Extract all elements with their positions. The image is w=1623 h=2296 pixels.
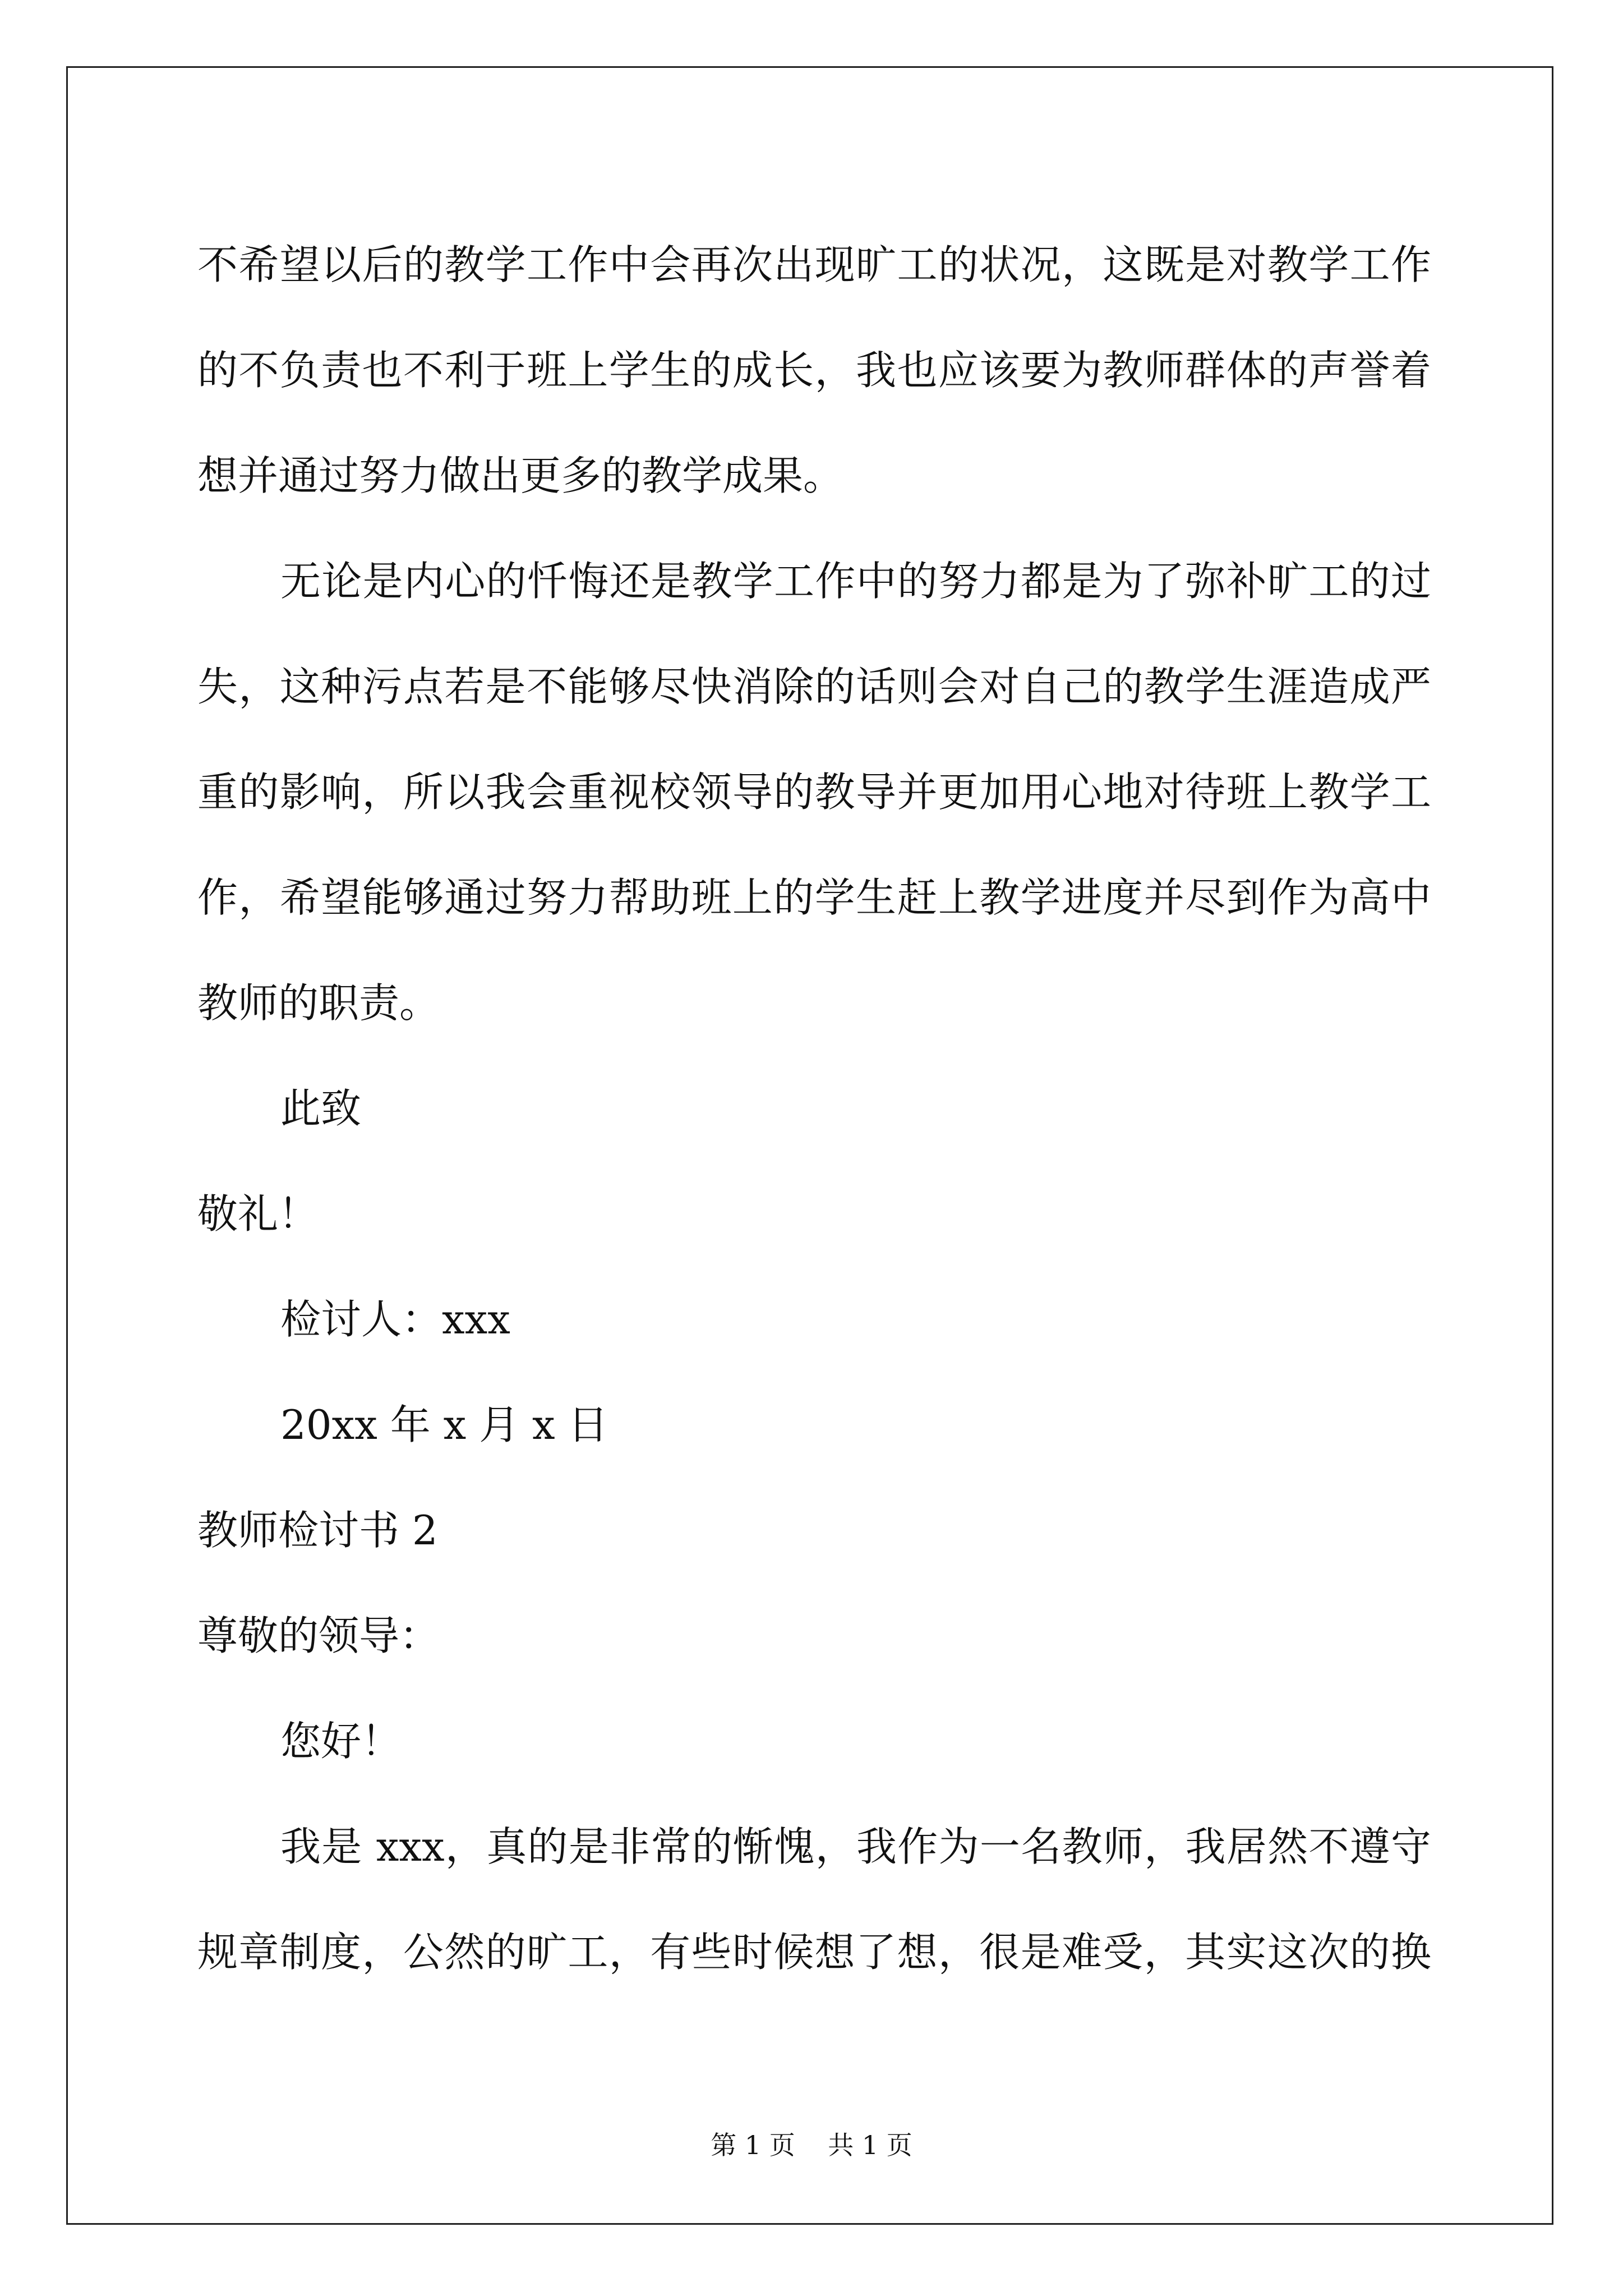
page-number: 第 1 页: [711, 2130, 795, 2160]
paragraph-line: 失，这种污点若是不能够尽快消除的话则会对自己的教学生涯造成严: [197, 663, 1431, 710]
section-title: 教师检讨书 2: [197, 1507, 438, 1554]
greeting: 您好！: [280, 1718, 402, 1765]
paragraph-line: 不希望以后的教学工作中会再次出现旷工的状况，这既是对教学工作: [197, 241, 1431, 288]
date-line: 20xx 年 x 月 x 日: [280, 1401, 608, 1448]
paragraph-line: 作，希望能够通过努力帮助班上的学生赶上教学进度并尽到作为高中: [197, 874, 1431, 921]
paragraph-line: 的不负责也不利于班上学生的成长，我也应该要为教师群体的声誉着: [197, 347, 1431, 394]
closing-phrase: 此致: [280, 1085, 362, 1132]
footer-gap: [795, 2130, 828, 2160]
paragraph-line: 无论是内心的忏悔还是教学工作中的努力都是为了弥补旷工的过: [280, 558, 1431, 605]
page-total: 共 1 页: [828, 2130, 912, 2160]
paragraph-line: 教师的职责。: [197, 979, 440, 1027]
signer-line: 检讨人：xxx: [280, 1296, 510, 1343]
closing-salute: 敬礼！: [197, 1190, 319, 1237]
paragraph-line: 重的影响，所以我会重视校领导的教导并更加用心地对待班上教学工: [197, 769, 1431, 816]
salutation: 尊敬的领导：: [197, 1612, 440, 1659]
page-footer: [0, 2125, 1623, 2162]
paragraph-line: 我是 xxx，真的是非常的惭愧，我作为一名教师，我居然不遵守: [280, 1823, 1431, 1870]
paragraph-line: 规章制度，公然的旷工，有些时候想了想，很是难受，其实这次的换: [197, 1929, 1431, 1976]
document-body: [197, 212, 1431, 2005]
paragraph-line: 想并通过努力做出更多的教学成果。: [197, 452, 844, 499]
